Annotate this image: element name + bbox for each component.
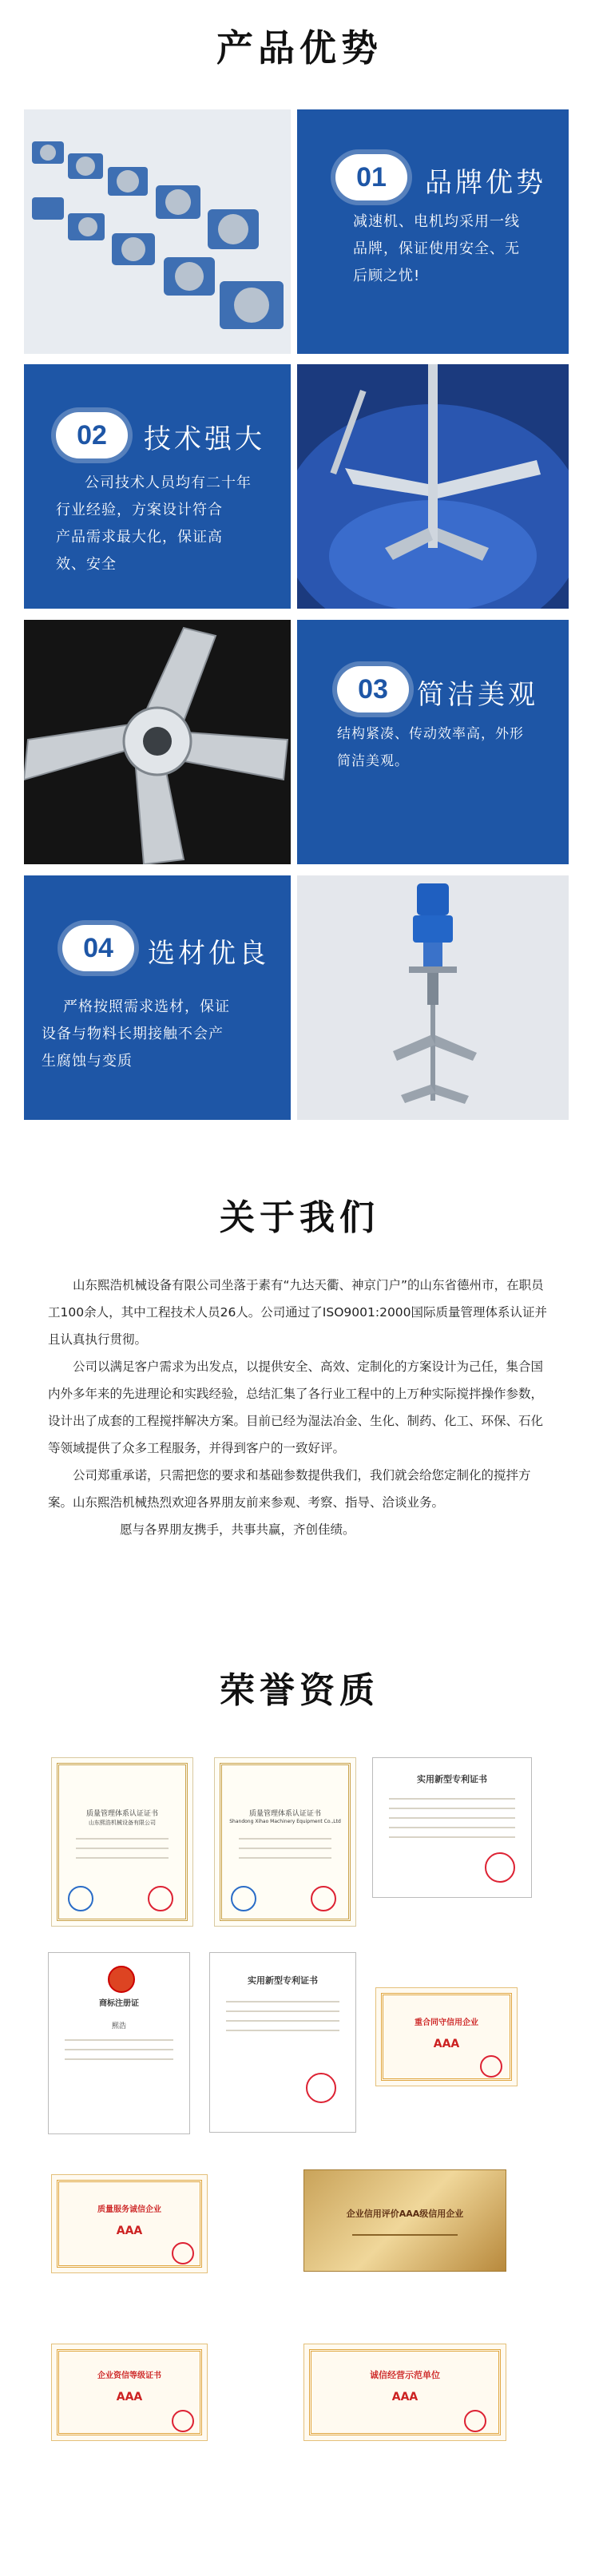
advantage-card-2 <box>24 364 291 609</box>
certificate <box>303 2169 506 2272</box>
certificate <box>372 1757 532 1898</box>
cert-heading: 企业信用评价AAA级信用企业 <box>346 2209 464 2219</box>
cert-subheading: 熙浩 <box>111 2022 126 2030</box>
cert-seal-icon <box>148 1886 173 1911</box>
cert-heading: 质量管理体系认证证书 <box>248 1810 321 1818</box>
honors-title: 荣誉资质 <box>220 1670 379 1711</box>
certificate <box>51 1757 193 1927</box>
certificate <box>51 2344 208 2441</box>
certificate <box>48 1952 190 2134</box>
advantage-title: 技术强大 <box>144 423 265 455</box>
certificate <box>214 1757 356 1927</box>
advantage-desc: 结构紧凑、传动效率高，外形 简洁美观。 <box>337 726 524 769</box>
certificate <box>209 1952 356 2133</box>
cert-heading: 商标注册证 <box>99 1999 139 2008</box>
cert-heading: 实用新型专利证书 <box>248 1975 318 1986</box>
advantage-title: 选材优良 <box>148 938 269 970</box>
mixing-tank-photo <box>297 364 569 609</box>
about-title: 关于我们 <box>220 1197 379 1238</box>
certificate <box>303 2344 506 2441</box>
advantage-title: 简洁美观 <box>417 679 538 711</box>
advantage-card-4 <box>24 875 291 1120</box>
cert-heading: 诚信经营示范单位 <box>370 2370 440 2380</box>
cert-heading: 企业资信等级证书 <box>97 2372 161 2380</box>
about-paragraph: 公司以满足客户需求为出发点，以提供安全、高效、定制化的方案设计为己任，集合国内外多年来的先进理论和实践经验，总结汇集了各行业工程中的上万种实际搅拌操作参数，设计出了成套的工程搅拌解决方案。目前已经为湿法冶金、生化、制药、化工、环保、石化等领域提供了众多工程服务，并得到客户的一致好评。 <box>48 1359 544 1455</box>
cert-seal-icon <box>172 2410 194 2432</box>
advantage-desc: 公司技术人员均有二十年 行业经验，方案设计符合 产品需求最大化，保证高 效、安全 <box>56 474 252 573</box>
about-paragraph: 山东熙浩机械设备有限公司坐落于素有“九达天衢、神京门户”的山东省德州市，在职员工100余人，其中工程技术人员26人。公司通过了ISO9001:2000国际质量管理体系认证并且认真执行贯彻。 <box>48 1278 548 1347</box>
cert-seal-icon <box>485 1852 515 1883</box>
reducer-motors-photo <box>24 109 291 354</box>
advantage-number-badge: 01 <box>335 154 407 200</box>
advantage-desc: 严格按照需求选材，保证 设备与物料长期接触不会产 生腐蚀与变质 <box>42 998 230 1070</box>
cert-seal-icon <box>480 2055 502 2078</box>
advantage-desc: 减速机、电机均采用一线 品牌，保证使用安全、无 后顾之忧! <box>353 213 520 284</box>
cert-seal-icon <box>464 2410 486 2432</box>
cert-seal-icon <box>68 1886 93 1911</box>
certificate <box>51 2174 208 2273</box>
advantages-title: 产品优势 <box>216 26 383 69</box>
about-text <box>48 1272 553 1543</box>
advantage-number-badge: 02 <box>56 412 128 458</box>
cert-subheading: AAA <box>433 2038 460 2050</box>
advantage-card-3 <box>297 620 569 864</box>
cert-subheading: AAA <box>116 2391 143 2403</box>
cert-subheading: Shandong Xihao Machinery Equipment Co.,Ltd <box>229 1819 341 1824</box>
cert-subheading: 山东熙浩机械设备有限公司 <box>89 1820 156 1826</box>
certificate <box>375 1987 518 2086</box>
cert-seal-icon <box>231 1886 256 1911</box>
advantage-card-1 <box>297 109 569 354</box>
agitator-photo <box>297 875 569 1120</box>
cert-seal-icon <box>306 2073 336 2103</box>
advantage-number-badge: 04 <box>62 925 134 971</box>
cert-subheading: AAA <box>116 2225 143 2237</box>
about-paragraph: 公司郑重承诺，只需把您的要求和基础参数提供我们，我们就会给您定制化的搅拌方案。山东熙浩机械热烈欢迎各界朋友前来参观、考察、指导、洽谈业务。 <box>48 1468 531 1510</box>
cert-subheading: AAA <box>391 2391 419 2403</box>
advantage-title: 品牌优势 <box>425 167 546 199</box>
cert-heading: 重合同守信用企业 <box>415 2018 478 2027</box>
emblem-icon <box>108 1966 135 1993</box>
about-closing: 愿与各界朋友携手，共事共赢，齐创佳绩。 <box>120 1522 355 1537</box>
cert-heading: 实用新型专利证书 <box>417 1774 487 1784</box>
advantage-number-badge: 03 <box>337 666 409 712</box>
cert-heading: 质量服务诚信企业 <box>97 2205 161 2214</box>
cert-seal-icon <box>311 1886 336 1911</box>
cert-seal-icon <box>172 2242 194 2264</box>
cert-heading: 质量管理体系认证证书 <box>85 1810 158 1818</box>
impeller-photo <box>24 620 291 864</box>
